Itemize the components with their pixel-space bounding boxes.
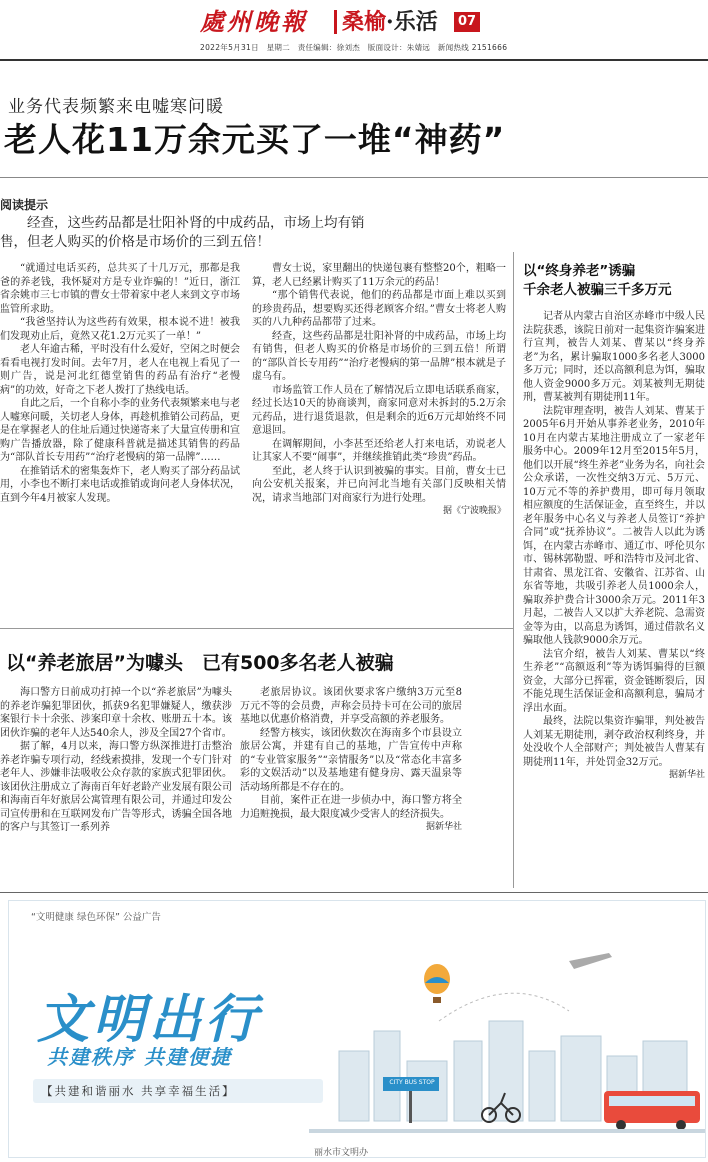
side-headline-line-1: 以“终身养老”诱骗 xyxy=(523,263,636,279)
editor: 责任编辑：徐刘杰 xyxy=(297,43,361,52)
paper-name: 處州晚報 xyxy=(200,7,308,36)
paragraph: 老人年逾古稀，平时没有什么爱好，空闲之时便会看看电视打发时间。去年7月，老人在电视上看见了一则广告，说是河北红德堂销售的药品有治疗“老慢病”的功效，好奇之下老人拨打了热线电话。 xyxy=(0,344,240,396)
paragraph: 在调解期间，小李甚至还给老人打来电话，劝说老人让其家人不要“闹事”，并继续推销此类“珍贵”药品。 xyxy=(252,438,506,463)
second-headline: 以“养老旅居”为噱头 已有500多名老人被骗 xyxy=(6,652,394,674)
lead-headline: 老人花11万余元买了一堆“神药” xyxy=(4,120,506,159)
lead-kicker: 业务代表频繁来电嘘寒问暖 xyxy=(8,97,224,117)
section-title xyxy=(342,6,438,38)
paragraph: 据了解，4月以来，海口警方纵深推进打击整治养老诈骗专项行动，经线索摸排，发现一个专门针对老年人、涉嫌非法吸收公众存款的家族式犯罪团伙。该团伙注册成立了海南百年好老龄产业发展有限公司和海南百年好旅居公寓管理有限公司，并通过印发公司宣传册和在互联网发布广告等形式，诱骗全国各地的客户与其签订一系列养 xyxy=(0,741,232,833)
section-b: 乐活 xyxy=(393,9,438,35)
ad-divider xyxy=(0,892,708,893)
lead-credit: 据《宁波晚报》 xyxy=(442,506,506,516)
ad-subtitle: 共建秩序 共建便捷 xyxy=(47,1045,232,1069)
issue-date: 2022年5月31日 xyxy=(200,43,259,52)
ad-slogan: “文明健康 绿色环保” 公益广告 xyxy=(31,912,161,923)
digest-text: 经查，这些药品都是壮阳补肾的中成药品，市场上均有销售，但老人购买的价格是市场价的三到五倍！ xyxy=(0,215,365,250)
masthead-meta xyxy=(200,42,512,53)
paragraph: “就通过电话买药，总共买了十几万元，那都是我爸的养老钱，我怀疑对方是专业诈骗的！”近日，浙江省余姚市三七市镇的曹女士带着家中老人来到文亨市场监管所求助。 xyxy=(0,263,240,315)
paragraph: 老旅居协议。该团伙要求客户缴纳3万元至8万元不等的会员费，声称会员持卡可在公司的旅居基地以优惠价格消费，并享受高额的养老服务。 xyxy=(240,687,462,725)
masthead-rule xyxy=(0,59,708,61)
page-number-badge: 07 xyxy=(454,12,480,32)
side-headline xyxy=(523,262,708,300)
paragraph: 记者从内蒙古自治区赤峰市中级人民法院获悉，该院日前对一起集资诈骗案进行宣判，被告人刘某、曹某以“终身养老”为名，累计骗取1000多名老人3000多万元；同时，还以高额利息为饵，骗取他人资金9000多万元。刘某被判无期徒刑，曹某被判有期徒刑11年。 xyxy=(523,311,705,403)
paragraph: “那个销售代表说，他们的药品都是市面上难以买到的珍贵药品，想要购买还得老顾客介绍。”曹女士将老人购买的八九种药品都带了过来。 xyxy=(252,290,506,328)
paragraph: 至此，老人终于认识到被骗的事实。目前，曹女士已向公安机关报案，并已向河北当地有关部门反映相关情况，请求当地部门对商家行为进行处理。 xyxy=(252,465,506,504)
side-column xyxy=(523,310,705,783)
paragraph: 经查，这些药品都是壮阳补肾的中成药品，市场上均有销售，但老人购买的价格是市场价的三到五倍！所谓的“部队首长专用药”“治疗老慢病的第一品牌”根本就是子虚乌有。 xyxy=(252,330,506,382)
side-credit: 据新华社 xyxy=(668,770,705,780)
digest-label: 阅读提示 xyxy=(0,198,49,212)
second-column-1 xyxy=(0,686,232,835)
ad-tagline: 【共建和谐丽水 共享幸福生活】 xyxy=(33,1079,323,1103)
issue-weekday: 星期二 xyxy=(266,43,290,52)
designer: 版面设计：朱婧远 xyxy=(367,43,431,52)
paragraph: 最终，法院以集资诈骗罪，判处被告人刘某无期徒刑，剥夺政治权利终身，并处没收个人全部财产；判处被告人曹某有期徒刑11年，并处罚金32万元。 xyxy=(523,716,705,768)
paragraph: “我爸坚持认为这些药有效果，根本说不进！被我们发现劝止后，竟然又花1.2万元买了一单！” xyxy=(0,317,240,342)
side-headline-line-2: 千余老人被骗三千多万元 xyxy=(523,282,672,298)
second-column-2 xyxy=(240,686,462,835)
paragraph: 法官介绍，被告人刘某、曹某以“终生养老”“高额返利”等为诱饵骗得的巨额资金，大部分已挥霍，资金链断裂后，因不能兑现生活保证金和高额利息，骗局才浮出水面。 xyxy=(523,648,705,714)
ad-title: 文明出行 xyxy=(37,990,262,1050)
bus-stop-label: CITY BUS STOP xyxy=(389,1079,435,1086)
paragraph: 曹女士说，家里翻出的快递包裹有整整20个，粗略一算，老人已经累计购买了11万余元的药品！ xyxy=(252,263,506,288)
paragraph: 市场监管工作人员在了解情况后立即电话联系商家，经过长达10天的协商谈判，商家同意对未拆封的5.2万余元药品，进行退货退款，但是剩余的近6万元却始终不同意退回。 xyxy=(252,384,506,436)
column-divider xyxy=(513,252,514,888)
paragraph: 海口警方日前成功打掉一个以“养老旅居”为噱头的养老诈骗犯罪团伙，抓获9名犯罪嫌疑人，缴获涉案银行卡十余张、涉案印章十余枚、账册五十本。该团伙诈骗的老年人达540余人，涉及全国27个省市。 xyxy=(0,687,232,739)
headline-rule xyxy=(0,177,708,178)
ad-sponsor: 丽水市文明办 xyxy=(314,1148,369,1158)
section-dot: · xyxy=(386,9,394,35)
lead-column-1 xyxy=(0,262,240,505)
paragraph: 在推销话术的密集轰炸下，老人购买了部分药品试用，小李也不断打来电话或推销或询问老人身体状况，直到今年4月被家人发现。 xyxy=(0,465,240,504)
public-service-ad xyxy=(8,900,706,1158)
paragraph: 目前，案件正在进一步侦办中，海口警方将全力追赃挽损，最大限度减少受害人的经济损失。 xyxy=(240,795,462,820)
second-credit: 据新华社 xyxy=(425,822,462,832)
section-a: 桑榆 xyxy=(342,9,387,35)
paragraph: 自此之后，一个自称小李的业务代表频繁来电与老人嘘寒问暖，关切老人身体，再趁机推销公司药品，更是在掌握老人的住址后通过快递寄来了大量宣传册和宣购广告播放器，除了健康科普就是描述其销售的药品为“部队首长专用药”“治疗老慢病的第一品牌”…… xyxy=(0,398,240,463)
paragraph: 法院审理查明，被告人刘某、曹某于2005年6月开始从事养老业务，2010年10月在内蒙古某地注册成立了一家老年服务中心。2009年12月至2015年5月，他们以开展“终生养老”业务为名，向社会公众承诺，一次性交纳3万元、5万元、10万元不等的养护费用，即可每月领取相应额度的生活保证金，直至终生，并以老年服务中心名义与养老人员签订“养护合同”或“抚养协议”。二被告人以此为诱饵，在内蒙古赤峰市、通辽市、呼伦贝尔市、锡林郭勒盟、呼和浩特市及河北省、甘肃省、黑龙江省、安徽省、江苏省、山东省等地，共吸引养老人员1000余人，骗取养护费合计3000余万元。2011年3月起，二被告人又以扩大养老院、急需资金等为由，以高息为诱饵，通过借款名义骗取他人钱款9000余万元。 xyxy=(523,405,705,646)
hotline: 新闻热线 2151666 xyxy=(437,43,508,52)
masthead xyxy=(200,6,500,38)
lead-column-2 xyxy=(252,262,506,519)
story-divider xyxy=(0,628,513,629)
masthead-divider xyxy=(334,10,337,34)
paragraph: 经警方核实，该团伙数次在海南多个市县设立旅居公寓，并建有自己的基地，广告宣传中声称的“专业管家服务”“亲情服务”以及“常态化丰富多彩的文娱活动”以及基地建有健身房、露天温泉等活动场所都是不存在的。 xyxy=(240,727,462,793)
